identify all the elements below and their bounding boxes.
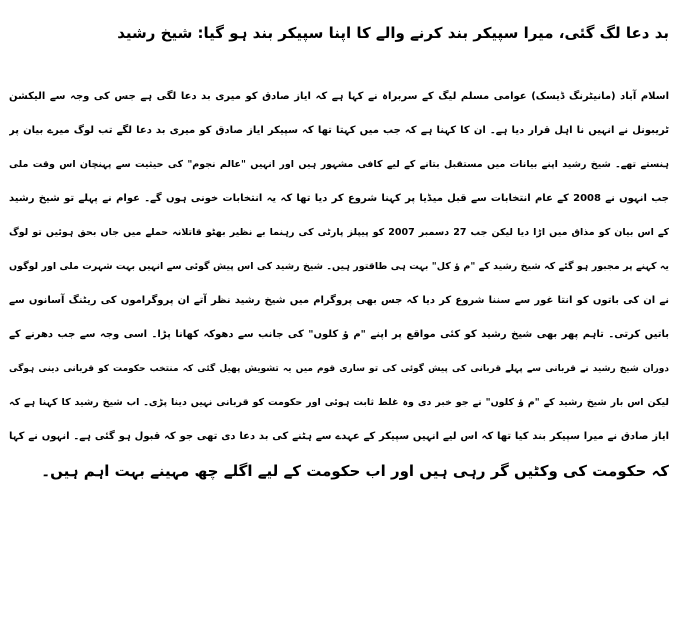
body-line: یہ کہنے پر مجبور ہو گئے کہ شیخ رشید کے "م ؤ کل" بہت ہی طاقتور ہیں۔ شیخ رشید کی اس پیش گوئی سے انہیں بہت شہرت ملی اور لوگوں [9, 261, 669, 272]
body-line: ایاز صادق نے میرا سپیکر بند کیا تھا کہ اس لیے انہیں سپیکر کے عہدے سے ہٹنے کی بد دعا دی تھی جو کہ قبول ہو گئی ہے۔ انہوں نے کہا [9, 431, 669, 442]
body-line: لیکن اس بار شیخ رشید کے "م ؤ کلوں" نے جو خبر دی وہ غلط ثابت ہوئی اور حکومت کو قربانی نہیں دینا پڑی۔ اب شیخ رشید کا کہنا ہے کہ [9, 397, 669, 408]
body-line: باتیں کرتی۔ تاہم پھر بھی شیخ رشید کو کئی مواقع پر اپنے "م ؤ کلوں" کی جانب سے دھوکہ کھانا پڑا۔ اسی وجہ سے جب دھرنے کے [9, 329, 669, 340]
body-line: ٹریبونل نے انہیں نا اہل قرار دیا ہے۔ ان کا کہنا ہے کہ جب میں کہتا تھا کہ سپیکر ایاز صادق کو میری بد دعا لگے تب لوگ میرے بیان پر [9, 125, 669, 136]
body-line: کے اس بیان کو مذاق میں اڑا دیا لیکن جب 27 دسمبر 2007 کو پیپلز پارٹی کی رہنما بے نظیر بھٹو قاتلانہ حملے میں جاں بحق ہوئیں تو لوگ [9, 227, 669, 238]
body-line: ہنستے تھے۔ شیخ رشید اپنے بیانات میں مستقبل بتانے کے لیے کافی مشہور ہیں اور انہیں "عالم نجوم" کی حیثیت سے پہنچان اس وقت ملی [9, 159, 669, 170]
article-body [9, 80, 669, 488]
body-line: جب انہوں نے 2008 کے عام انتخابات سے قبل میڈیا پر کہنا شروع کر دیا تھا کہ یہ انتخابات خونی ہوں گے۔ عوام نے پہلے تو شیخ رشید [9, 193, 669, 204]
article-headline: بد دعا لگ گئی، میرا سپیکر بند کرنے والے کا اپنا سپیکر بند ہو گیا: شیخ رشید [117, 24, 669, 42]
body-line: کہ حکومت کی وکٹیں گر رہی ہیں اور اب حکومت کے لیے اگلے چھ مہینے بہت اہم ہیں۔ [41, 462, 669, 480]
body-line: نے ان کی باتوں کو انتا غور سے سننا شروع کر دیا کہ جس بھی پروگرام میں شیخ رشید نظر آتے ان پروگراموں کی ریٹنگ آسانوں سے [9, 295, 669, 306]
body-line: دوران شیخ رشید نے قربانی سے پہلے قربانی کی پیش گوئی کی تو ساری قوم میں یہ تشویش پھیل گئی کہ منتخب حکومت کو قربانی دینی ہوگی [9, 364, 669, 374]
body-line: اسلام آباد (مانیٹرنگ ڈیسک) عوامی مسلم لیگ کے سربراہ نے کہا ہے کہ ایاز صادق کو میری بد دعا لگی ہے جس کی وجہ سے الیکشن [9, 91, 669, 102]
